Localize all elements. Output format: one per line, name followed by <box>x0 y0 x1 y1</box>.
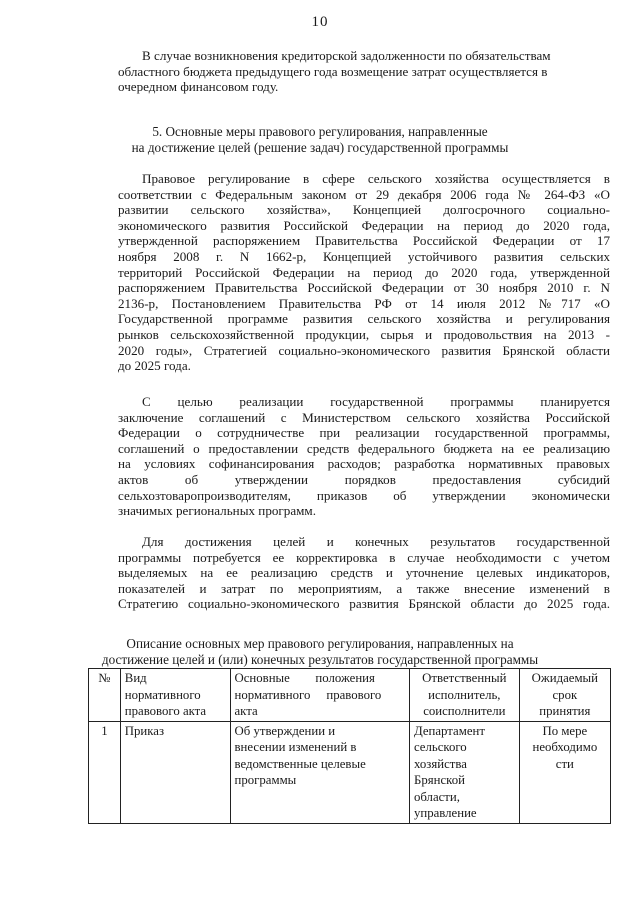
text-line: значимых региональных программ. <box>118 503 316 519</box>
text-line: показателей и затрат по мероприятиям, а также внесение изменений в <box>118 580 610 596</box>
text-line: выделяемых на ее реализацию средств и уточнение целевых индикаторов, <box>118 565 610 581</box>
text-line: до 2025 года. <box>118 358 191 374</box>
cell-line: Департамент <box>413 723 485 738</box>
text-line: ноября 2008 г. N 1662-р, Концепцией устойчивого развития сельских <box>118 248 610 264</box>
header-line: Ответственный <box>422 671 507 685</box>
text-line: экономического развития Российской Федерации на период до 2020 года, <box>118 217 610 233</box>
text-line: 2020 годы», Стратегией социально-экономического развития Брянской области <box>118 342 610 358</box>
cell-number: 1 <box>89 721 121 823</box>
header-line: соисполнители <box>423 704 506 718</box>
text-line: В случае возникновения кредиторской задолженности по обязательствам <box>142 48 551 63</box>
cell-line: сельского <box>413 740 467 754</box>
cell-line: внесении изменений в <box>234 740 357 754</box>
section-heading-line: 5. Основные меры правового регулирования, направленные <box>152 124 488 139</box>
text-line: областного бюджета предыдущего года возмещение затрат осуществляется в <box>118 63 548 79</box>
text-line: рынков сельскохозяйственной продукции, сырья и продовольствия на 2013 - <box>118 326 610 342</box>
paragraph-adjustment <box>118 534 610 612</box>
header-line: срок <box>552 687 578 702</box>
cell-line: хозяйства <box>413 756 467 771</box>
header-line: Вид <box>124 671 147 685</box>
table-caption-line: Описание основных мер правового регулирования, направленных на <box>126 636 514 651</box>
header-responsible <box>409 669 519 722</box>
header-main-provisions <box>230 669 409 722</box>
text-line: утвержденной распоряжением Правительства Российской Федерации от 17 <box>118 233 610 249</box>
text-line: Федерации о сотрудничестве при реализации государственной программы, <box>118 425 610 441</box>
cell-line: программы <box>234 773 297 787</box>
header-line: исполнитель, <box>428 687 501 702</box>
cell-line: Об утверждении и <box>234 723 336 738</box>
text-line: заключение соглашений с Министерством сельского хозяйства Российской <box>118 409 610 425</box>
table-header-row <box>89 669 611 722</box>
text-line: распоряжением Правительства Российской Федерации от 30 ноября 2010 г. N <box>118 280 610 296</box>
text-line: актов об утверждении порядков предоставления субсидий <box>118 471 610 487</box>
table-caption-line: достижение целей и (или) конечных результатов государственной программы <box>101 652 539 667</box>
page-number: 10 <box>311 14 329 30</box>
legal-measures-table <box>88 668 611 824</box>
cell-line: необходимо <box>532 740 598 754</box>
cell-line: ведомственные целевые <box>234 756 366 771</box>
cell-line: По мере <box>542 723 588 738</box>
cell-line: сти <box>555 756 574 771</box>
header-number: № <box>89 669 121 722</box>
text-line: соответствии с Федеральным законом от 29 декабря 2006 года № 264-ФЗ «О <box>118 186 610 202</box>
text-line: развитии сельского хозяйства», Концепцией долгосрочного социально- <box>118 202 610 218</box>
text-line: соглашений о предоставлении средств федерального бюджета на ее реализацию <box>118 440 610 456</box>
header-line: Ожидаемый <box>531 671 599 685</box>
text-line: сельхозтоваропроизводителям, приказов об утверждении экономически <box>118 487 610 503</box>
cell-line: Брянской <box>413 773 465 787</box>
section-heading <box>0 124 640 156</box>
text-line: 2136-р, Постановлением Правительства РФ от 14 июля 2012 №717 «О <box>118 295 610 311</box>
cell-main-provisions <box>230 721 409 823</box>
cell-act-type: Приказ <box>120 721 230 823</box>
text-line: Государственной программе развития сельского хозяйства и регулирования <box>118 311 610 327</box>
paragraph-legal-basis <box>118 171 610 374</box>
text-line: Для достижения целей и конечных результатов государственной <box>142 534 610 549</box>
text-line: Стратегию социально-экономического развития Брянской области до 2025 года. <box>118 596 610 612</box>
header-expected-term <box>519 669 610 722</box>
text-line: очередном финансовом году. <box>118 79 279 95</box>
text-line: территорий Российской Федерации на период до 2020 года, утвержденной <box>118 264 610 280</box>
header-act-type <box>120 669 230 722</box>
header-line: Основные положения <box>234 671 375 685</box>
cell-expected-term <box>519 721 610 823</box>
text-line: С целью реализации государственной программы планируется <box>142 394 610 409</box>
cell-responsible <box>409 721 519 823</box>
intro-paragraph <box>118 48 610 95</box>
cell-line: управление <box>413 806 477 820</box>
cell-line: области, <box>413 789 460 804</box>
header-line: нормативного <box>124 687 201 702</box>
header-line: правового акта <box>124 704 207 718</box>
header-line: нормативного правового <box>234 687 382 702</box>
text-line: Правовое регулирование в сфере сельского хозяйства осуществляется в <box>142 171 610 186</box>
section-heading-line: на достижение целей (решение задач) государственной программы <box>131 140 509 155</box>
paragraph-agreements <box>118 394 610 519</box>
table-caption <box>0 636 640 668</box>
text-line: программы потребуется ее корректировка в случае необходимости с учетом <box>118 549 610 565</box>
text-line: на условиях софинансирования расходов; разработка нормативных правовых <box>118 456 610 472</box>
header-line: принятия <box>539 704 591 718</box>
table-row <box>89 721 611 823</box>
header-line: акта <box>234 704 258 718</box>
